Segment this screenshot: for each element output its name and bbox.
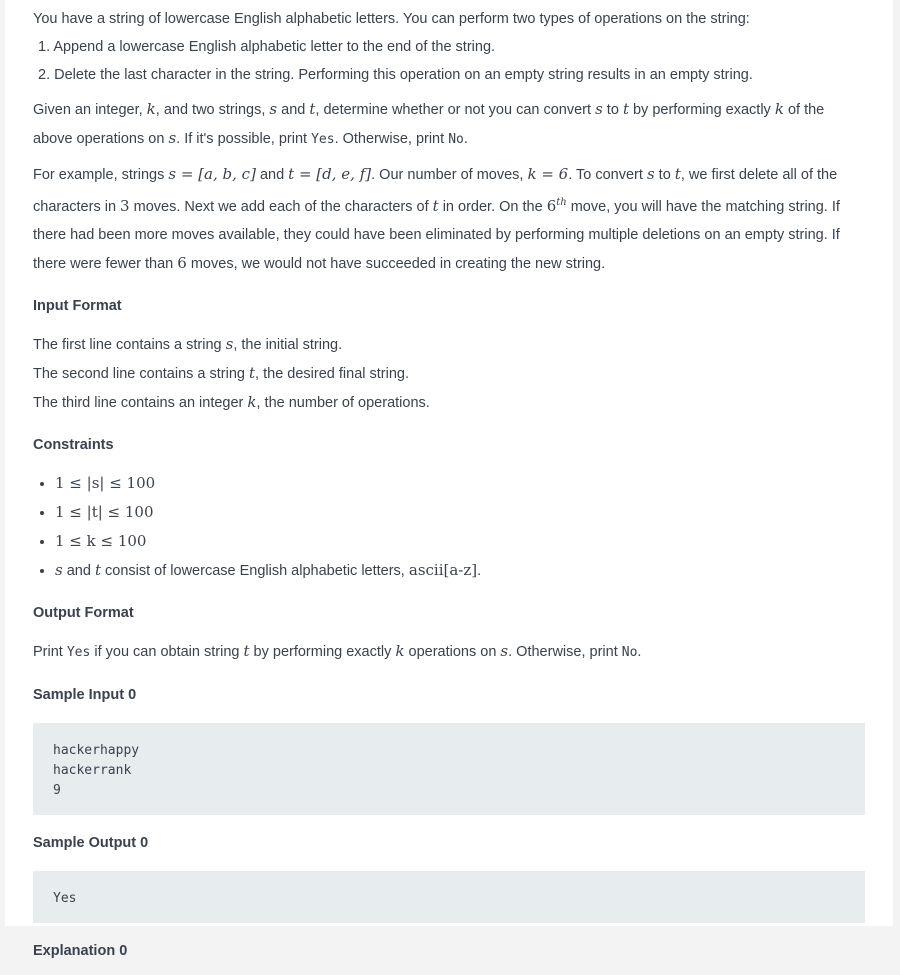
operation-append: 1. Append a lowercase English alphabetic letter to the end of the string.: [38, 39, 496, 55]
example-paragraph: For example, strings s = [a, b, c] and t = [d, e, f]. Our number of moves, k = 6. To convert s to t, we first delete all of the characters in 3 moves. Next we add each of the characters of t in order. On the 6th move, you will have the matching string. If there had been more moves available, they could have been eliminated by performing multiple deletions on an empty string. If there were fewer than 6 moves, we would not have succeeded in creating the new string.: [33, 165, 840, 272]
explanation-heading: Explanation 0: [33, 942, 128, 959]
problem-statement: [33, 0, 865, 975]
operations-list: [33, 33, 865, 89]
task-description: Given an integer, k, and two strings, s and t, determine whether or not you can convert s to t by performing exactly k of the above operations on s. If it's possible, print Yes. Otherwise, print No.: [33, 100, 825, 147]
sample-input-heading: Sample Input 0: [33, 686, 137, 703]
code-line: Yes: [53, 890, 77, 906]
sample-input-code: [33, 723, 865, 815]
code-line: 9: [53, 782, 61, 798]
input-format-body: [33, 330, 865, 417]
constraint-s: • 1 ≤ |s| ≤ 100: [55, 469, 865, 498]
input-line-2: The second line contains a string t, the desired final string.: [33, 363, 409, 382]
constraint-t: • 1 ≤ |t| ≤ 100: [55, 498, 865, 527]
constraint-k: • 1 ≤ k ≤ 100: [55, 527, 865, 556]
sample-output-heading: Sample Output 0: [33, 834, 149, 851]
problem-page: [5, 0, 893, 959]
input-format-heading: Input Format: [33, 297, 122, 314]
output-format-body: Print Yes if you can obtain string t by performing exactly k operations on s. Otherwise, print No.: [33, 641, 642, 660]
operation-delete: 2. Delete the last character in the string. Performing this operation on an empty string results in an empty string.: [38, 67, 753, 83]
input-line-1: The first line contains a string s, the initial string.: [33, 334, 343, 353]
constraint-letters: • s and t consist of lowercase English alphabetic letters, ascii[a-z].: [55, 556, 865, 585]
output-format-heading: Output Format: [33, 604, 134, 621]
sample-output-code: [33, 871, 865, 923]
constraints-heading: Constraints: [33, 436, 114, 453]
code-line: hackerhappy: [53, 742, 140, 758]
intro-text: You have a string of lowercase English alphabetic letters. You can perform two types of operations on the string:: [33, 11, 750, 27]
code-line: hackerrank: [53, 762, 132, 778]
input-line-3: The third line contains an integer k, the number of operations.: [33, 392, 430, 411]
constraints-list: [33, 469, 865, 585]
